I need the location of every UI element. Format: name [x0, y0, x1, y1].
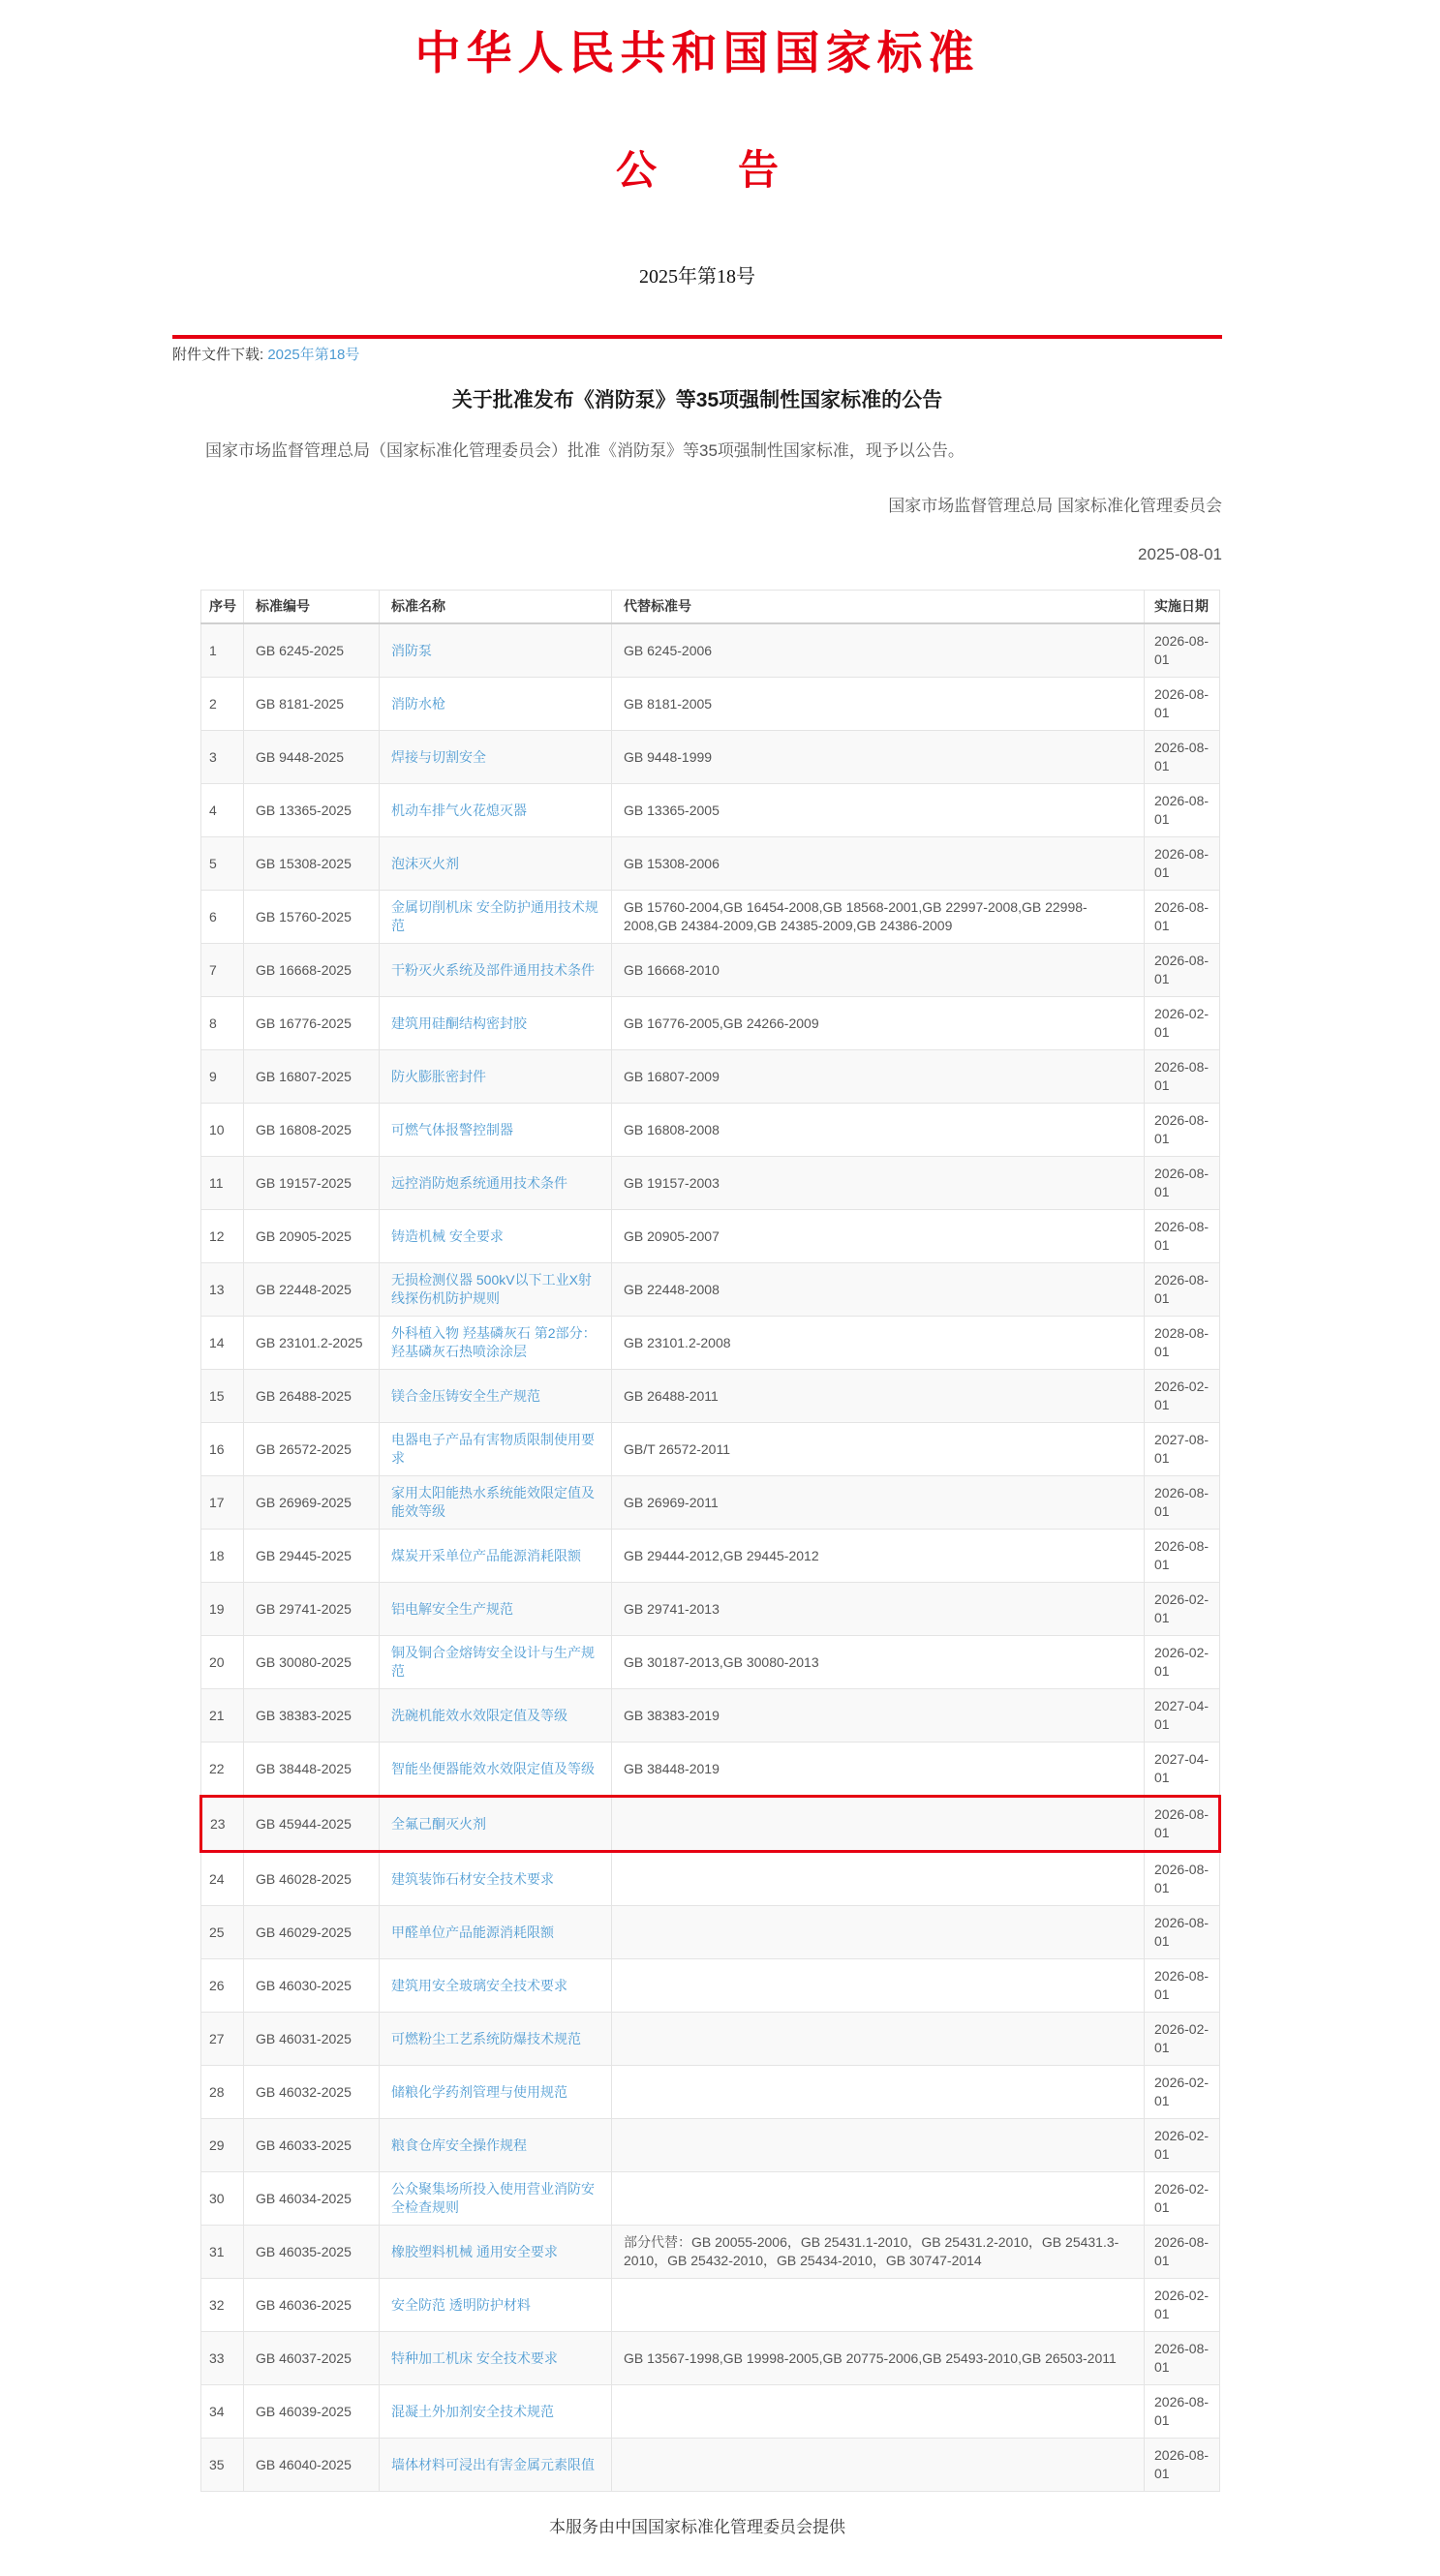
table-row	[201, 2172, 1220, 2226]
row-index-cell: 15	[201, 1370, 244, 1423]
row-index-cell: 12	[201, 1210, 244, 1263]
standard-name-link[interactable]: 煤炭开采单位产品能源消耗限额	[391, 1547, 581, 1563]
standard-name-link[interactable]: 机动车排气火花熄灭器	[391, 802, 527, 818]
standard-code-cell: GB 19157-2025	[244, 1157, 380, 1210]
col-header-effective-date: 实施日期	[1145, 591, 1220, 624]
standard-name-link[interactable]: 可燃粉尘工艺系统防爆技术规范	[391, 2030, 581, 2046]
standard-name-link[interactable]: 电器电子产品有害物质限制使用要求	[391, 1432, 595, 1466]
table-row	[201, 891, 1220, 944]
replaced-standards-cell	[612, 1852, 1145, 1906]
standard-name-cell	[380, 2013, 612, 2066]
table-row	[201, 678, 1220, 731]
replaced-standards-cell: GB 13567-1998,GB 19998-2005,GB 20775-2006,GB 25493-2010,GB 26503-2011	[612, 2332, 1145, 2385]
table-row	[201, 1317, 1220, 1370]
page-title: 中华人民共和国国家标准	[414, 29, 980, 79]
effective-date-cell: 2026-08-01	[1145, 2226, 1220, 2279]
standard-code-cell: GB 38448-2025	[244, 1743, 380, 1797]
row-index-cell: 21	[201, 1689, 244, 1743]
standard-name-cell	[380, 1050, 612, 1104]
replaced-standards-cell: GB 16807-2009	[612, 1050, 1145, 1104]
standard-name-link[interactable]: 甲醛单位产品能源消耗限额	[391, 1924, 554, 1940]
standard-name-link[interactable]: 焊接与切割安全	[391, 748, 486, 765]
standard-name-link[interactable]: 家用太阳能热水系统能效限定值及能效等级	[391, 1485, 595, 1519]
standard-code-cell: GB 46033-2025	[244, 2119, 380, 2172]
table-row	[201, 2013, 1220, 2066]
standard-name-cell	[380, 1157, 612, 1210]
standard-name-link[interactable]: 全氟己酮灭火剂	[391, 1815, 486, 1832]
effective-date-cell: 2027-04-01	[1145, 1689, 1220, 1743]
table-row	[201, 1423, 1220, 1476]
effective-date-cell: 2026-02-01	[1145, 2119, 1220, 2172]
attachment-link[interactable]: 2025年第18号	[267, 347, 360, 363]
table-row	[201, 1689, 1220, 1743]
effective-date-cell: 2026-08-01	[1145, 1263, 1220, 1317]
standard-name-cell	[380, 678, 612, 731]
table-row	[201, 2385, 1220, 2439]
row-index-cell: 28	[201, 2066, 244, 2119]
standard-name-cell	[380, 2119, 612, 2172]
table-row-highlighted	[201, 1797, 1220, 1852]
standard-name-cell	[380, 2279, 612, 2332]
red-divider	[172, 335, 1222, 339]
standard-name-link[interactable]: 橡胶塑料机械 通用安全要求	[391, 2243, 558, 2259]
standard-code-cell: GB 22448-2025	[244, 1263, 380, 1317]
standard-code-cell: GB 46028-2025	[244, 1852, 380, 1906]
row-index-cell: 9	[201, 1050, 244, 1104]
row-index-cell: 6	[201, 891, 244, 944]
row-index-cell: 35	[201, 2439, 244, 2492]
standard-code-cell: GB 29741-2025	[244, 1583, 380, 1636]
row-index-cell: 27	[201, 2013, 244, 2066]
standard-code-cell: GB 46031-2025	[244, 2013, 380, 2066]
row-index-cell: 29	[201, 2119, 244, 2172]
effective-date-cell: 2026-08-01	[1145, 837, 1220, 891]
standard-name-cell	[380, 2439, 612, 2492]
table-row	[201, 2119, 1220, 2172]
replaced-standards-cell	[612, 2119, 1145, 2172]
standard-name-link[interactable]: 防火膨胀密封件	[391, 1068, 486, 1084]
page-container	[172, 17, 1222, 2576]
attachment-label: 附件文件下载:	[172, 347, 264, 363]
standard-code-cell: GB 6245-2025	[244, 623, 380, 678]
standard-code-cell: GB 16776-2025	[244, 997, 380, 1050]
replaced-standards-cell: GB/T 26572-2011	[612, 1423, 1145, 1476]
standard-name-link[interactable]: 远控消防炮系统通用技术条件	[391, 1174, 567, 1191]
col-header-standard-name: 标准名称	[380, 591, 612, 624]
standard-name-link[interactable]: 建筑用安全玻璃安全技术要求	[391, 1977, 567, 1993]
table-row	[201, 1210, 1220, 1263]
standard-name-cell	[380, 1689, 612, 1743]
row-index-cell: 22	[201, 1743, 244, 1797]
standard-code-cell: GB 20905-2025	[244, 1210, 380, 1263]
col-header-standard-code: 标准编号	[244, 591, 380, 624]
standard-code-cell: GB 13365-2025	[244, 784, 380, 837]
standard-name-cell	[380, 2172, 612, 2226]
effective-date-cell: 2026-08-01	[1145, 1797, 1220, 1852]
row-index-cell: 33	[201, 2332, 244, 2385]
effective-date-cell: 2026-08-01	[1145, 1157, 1220, 1210]
effective-date-cell: 2026-08-01	[1145, 944, 1220, 997]
standard-code-cell: GB 45944-2025	[244, 1797, 380, 1852]
standard-name-link[interactable]: 洗碗机能效水效限定值及等级	[391, 1707, 567, 1723]
row-index-cell: 5	[201, 837, 244, 891]
table-row	[201, 1157, 1220, 1210]
replaced-standards-cell	[612, 2066, 1145, 2119]
standard-name-cell	[380, 2066, 612, 2119]
replaced-standards-cell: GB 23101.2-2008	[612, 1317, 1145, 1370]
standard-name-cell	[380, 1423, 612, 1476]
replaced-standards-cell	[612, 1906, 1145, 1959]
effective-date-cell: 2027-04-01	[1145, 1743, 1220, 1797]
standard-code-cell: GB 9448-2025	[244, 731, 380, 784]
table-row	[201, 1906, 1220, 1959]
effective-date-cell: 2026-02-01	[1145, 997, 1220, 1050]
row-index-cell: 7	[201, 944, 244, 997]
standard-name-link[interactable]: 可燃气体报警控制器	[391, 1121, 513, 1137]
table-row	[201, 1852, 1220, 1906]
effective-date-cell: 2026-08-01	[1145, 891, 1220, 944]
standard-name-cell	[380, 1906, 612, 1959]
standard-name-link[interactable]: 混凝土外加剂安全技术规范	[391, 2403, 554, 2419]
replaced-standards-cell: GB 19157-2003	[612, 1157, 1145, 1210]
standard-code-cell: GB 46037-2025	[244, 2332, 380, 2385]
effective-date-cell: 2026-02-01	[1145, 1370, 1220, 1423]
table-header-row	[201, 591, 1220, 624]
standard-code-cell: GB 15760-2025	[244, 891, 380, 944]
standard-name-link[interactable]: 特种加工机床 安全技术要求	[391, 2349, 558, 2366]
replaced-standards-cell: GB 15760-2004,GB 16454-2008,GB 18568-2001,GB 22997-2008,GB 22998-2008,GB 24384-2009,GB 24385-2009,GB 24386-2009	[612, 891, 1145, 944]
row-index-cell: 16	[201, 1423, 244, 1476]
standard-name-cell	[380, 731, 612, 784]
table-row	[201, 1530, 1220, 1583]
table-row	[201, 731, 1220, 784]
row-index-cell: 26	[201, 1959, 244, 2013]
standard-name-cell	[380, 1852, 612, 1906]
effective-date-cell: 2026-08-01	[1145, 1959, 1220, 2013]
standard-name-link[interactable]: 无损检测仪器 500kV以下工业X射线探伤机防护规则	[391, 1272, 592, 1306]
effective-date-cell: 2028-08-01	[1145, 1317, 1220, 1370]
standard-code-cell: GB 16668-2025	[244, 944, 380, 997]
replaced-standards-cell: GB 29741-2013	[612, 1583, 1145, 1636]
row-index-cell: 18	[201, 1530, 244, 1583]
standard-name-link[interactable]: 建筑装饰石材安全技术要求	[391, 1870, 554, 1887]
standard-name-cell	[380, 1743, 612, 1797]
standard-name-cell	[380, 1317, 612, 1370]
standards-table	[199, 590, 1221, 2492]
replaced-standards-cell: GB 26488-2011	[612, 1370, 1145, 1423]
row-index-cell: 11	[201, 1157, 244, 1210]
announcement-heading: 关于批准发布《消防泵》等35项强制性国家标准的公告	[451, 389, 943, 411]
effective-date-cell: 2026-08-01	[1145, 1530, 1220, 1583]
standard-name-cell	[380, 623, 612, 678]
replaced-standards-cell	[612, 2279, 1145, 2332]
row-index-cell: 14	[201, 1317, 244, 1370]
standard-name-cell	[380, 1797, 612, 1852]
row-index-cell: 34	[201, 2385, 244, 2439]
table-row	[201, 1476, 1220, 1530]
effective-date-cell: 2026-08-01	[1145, 731, 1220, 784]
standard-code-cell: GB 26572-2025	[244, 1423, 380, 1476]
standard-code-cell: GB 46039-2025	[244, 2385, 380, 2439]
effective-date-cell: 2026-02-01	[1145, 2066, 1220, 2119]
standard-name-cell	[380, 2332, 612, 2385]
standard-name-cell	[380, 997, 612, 1050]
replaced-standards-cell: GB 16808-2008	[612, 1104, 1145, 1157]
table-row	[201, 837, 1220, 891]
replaced-standards-cell	[612, 1959, 1145, 2013]
standard-code-cell: GB 46040-2025	[244, 2439, 380, 2492]
table-row	[201, 1959, 1220, 2013]
replaced-standards-cell: GB 30187-2013,GB 30080-2013	[612, 1636, 1145, 1689]
row-index-cell: 20	[201, 1636, 244, 1689]
table-row	[201, 944, 1220, 997]
effective-date-cell: 2027-08-01	[1145, 1423, 1220, 1476]
table-row	[201, 1370, 1220, 1423]
standard-name-cell	[380, 837, 612, 891]
table-row	[201, 2226, 1220, 2279]
table-row	[201, 623, 1220, 678]
table-row	[201, 1263, 1220, 1317]
standard-name-cell	[380, 2385, 612, 2439]
standard-name-cell	[380, 1583, 612, 1636]
standard-code-cell: GB 30080-2025	[244, 1636, 380, 1689]
effective-date-cell: 2026-02-01	[1145, 2172, 1220, 2226]
standard-name-cell	[380, 944, 612, 997]
replaced-standards-cell: 部分代替：GB 20055-2006，GB 25431.1-2010，GB 25431.2-2010，GB 25431.3-2010，GB 25432-2010，GB 25434-2010，GB 30747-2014	[612, 2226, 1145, 2279]
standard-name-link[interactable]: 干粉灭火系统及部件通用技术条件	[391, 961, 595, 978]
effective-date-cell: 2026-08-01	[1145, 1210, 1220, 1263]
table-row	[201, 2279, 1220, 2332]
table-row	[201, 2066, 1220, 2119]
standard-name-cell	[380, 1636, 612, 1689]
standard-name-cell	[380, 1530, 612, 1583]
standard-name-link[interactable]: 金属切削机床 安全防护通用技术规范	[391, 899, 598, 933]
replaced-standards-cell: GB 13365-2005	[612, 784, 1145, 837]
replaced-standards-cell: GB 20905-2007	[612, 1210, 1145, 1263]
effective-date-cell: 2026-08-01	[1145, 1104, 1220, 1157]
effective-date-cell: 2026-02-01	[1145, 2279, 1220, 2332]
replaced-standards-cell	[612, 1797, 1145, 1852]
standard-code-cell: GB 16807-2025	[244, 1050, 380, 1104]
effective-date-cell: 2026-08-01	[1145, 1852, 1220, 1906]
col-header-index: 序号	[201, 591, 244, 624]
effective-date-cell: 2026-02-01	[1145, 2013, 1220, 2066]
standard-name-link[interactable]: 粮食仓库安全操作规程	[391, 2137, 527, 2153]
standard-name-cell	[380, 1104, 612, 1157]
replaced-standards-cell	[612, 2172, 1145, 2226]
standard-name-link[interactable]: 建筑用硅酮结构密封胶	[391, 1015, 527, 1031]
replaced-standards-cell: GB 26969-2011	[612, 1476, 1145, 1530]
standard-name-cell	[380, 1370, 612, 1423]
replaced-standards-cell	[612, 2385, 1145, 2439]
row-index-cell: 1	[201, 623, 244, 678]
effective-date-cell: 2026-08-01	[1145, 678, 1220, 731]
footer-text: 本服务由中国国家标准化管理委员会提供	[549, 2518, 845, 2536]
standard-name-link[interactable]: 外科植入物 羟基磷灰石 第2部分：羟基磷灰石热喷涂涂层	[391, 1325, 597, 1359]
standard-name-cell	[380, 1263, 612, 1317]
standard-name-cell	[380, 1959, 612, 2013]
replaced-standards-cell: GB 16668-2010	[612, 944, 1145, 997]
standard-name-cell	[380, 1476, 612, 1530]
standard-code-cell: GB 46029-2025	[244, 1906, 380, 1959]
replaced-standards-cell	[612, 2013, 1145, 2066]
row-index-cell: 30	[201, 2172, 244, 2226]
standard-name-link[interactable]: 墙体材料可浸出有害金属元素限值	[391, 2456, 595, 2472]
replaced-standards-cell: GB 9448-1999	[612, 731, 1145, 784]
standard-name-link[interactable]: 镁合金压铸安全生产规范	[391, 1387, 540, 1404]
standard-name-cell	[380, 784, 612, 837]
table-row	[201, 2439, 1220, 2492]
standard-name-link[interactable]: 铝电解安全生产规范	[391, 1600, 513, 1617]
announcement-subtitle: 公 告	[615, 149, 779, 194]
row-index-cell: 25	[201, 1906, 244, 1959]
signatory: 国家市场监督管理总局 国家标准化管理委员会	[888, 497, 1222, 515]
standard-name-link[interactable]: 智能坐便器能效水效限定值及等级	[391, 1760, 595, 1776]
standard-code-cell: GB 26488-2025	[244, 1370, 380, 1423]
standard-name-link[interactable]: 消防水枪	[391, 695, 445, 712]
effective-date-cell: 2026-02-01	[1145, 1636, 1220, 1689]
replaced-standards-cell: GB 15308-2006	[612, 837, 1145, 891]
standard-code-cell: GB 29445-2025	[244, 1530, 380, 1583]
standard-name-link[interactable]: 公众聚集场所投入使用营业消防安全检查规则	[391, 2181, 595, 2215]
standard-code-cell: GB 15308-2025	[244, 837, 380, 891]
row-index-cell: 8	[201, 997, 244, 1050]
row-index-cell: 4	[201, 784, 244, 837]
row-index-cell: 2	[201, 678, 244, 731]
replaced-standards-cell: GB 8181-2005	[612, 678, 1145, 731]
standard-name-link[interactable]: 消防泵	[391, 642, 432, 658]
standard-name-link[interactable]: 泡沫灭火剂	[391, 855, 459, 871]
table-row	[201, 997, 1220, 1050]
effective-date-cell: 2026-08-01	[1145, 1906, 1220, 1959]
table-row	[201, 1743, 1220, 1797]
publish-date: 2025-08-01	[1138, 545, 1222, 563]
standard-name-link[interactable]: 铸造机械 安全要求	[391, 1227, 504, 1244]
standard-name-cell	[380, 1210, 612, 1263]
replaced-standards-cell: GB 22448-2008	[612, 1263, 1145, 1317]
row-index-cell: 19	[201, 1583, 244, 1636]
table-row	[201, 1636, 1220, 1689]
replaced-standards-cell: GB 38383-2019	[612, 1689, 1145, 1743]
table-row	[201, 2332, 1220, 2385]
standard-code-cell: GB 26969-2025	[244, 1476, 380, 1530]
standard-name-link[interactable]: 安全防范 透明防护材料	[391, 2296, 531, 2313]
row-index-cell: 23	[201, 1797, 244, 1852]
table-row	[201, 1050, 1220, 1104]
row-index-cell: 13	[201, 1263, 244, 1317]
issue-number: 2025年第18号	[639, 266, 755, 288]
effective-date-cell: 2026-08-01	[1145, 2332, 1220, 2385]
standard-code-cell: GB 46036-2025	[244, 2279, 380, 2332]
effective-date-cell: 2026-02-01	[1145, 1583, 1220, 1636]
standard-name-link[interactable]: 铜及铜合金熔铸安全设计与生产规范	[391, 1645, 595, 1679]
standard-code-cell: GB 38383-2025	[244, 1689, 380, 1743]
effective-date-cell: 2026-08-01	[1145, 1476, 1220, 1530]
standard-code-cell: GB 46035-2025	[244, 2226, 380, 2279]
replaced-standards-cell: GB 16776-2005,GB 24266-2009	[612, 997, 1145, 1050]
standard-code-cell: GB 8181-2025	[244, 678, 380, 731]
replaced-standards-cell: GB 6245-2006	[612, 623, 1145, 678]
row-index-cell: 24	[201, 1852, 244, 1906]
standard-name-cell	[380, 891, 612, 944]
row-index-cell: 10	[201, 1104, 244, 1157]
replaced-standards-cell: GB 29444-2012,GB 29445-2012	[612, 1530, 1145, 1583]
standard-name-link[interactable]: 储粮化学药剂管理与使用规范	[391, 2083, 567, 2100]
attachment-download-row	[172, 345, 1222, 366]
standard-name-cell	[380, 2226, 612, 2279]
row-index-cell: 31	[201, 2226, 244, 2279]
col-header-replaces: 代替标准号	[612, 591, 1145, 624]
table-row	[201, 784, 1220, 837]
effective-date-cell: 2026-08-01	[1145, 623, 1220, 678]
effective-date-cell: 2026-08-01	[1145, 2385, 1220, 2439]
row-index-cell: 3	[201, 731, 244, 784]
replaced-standards-cell: GB 38448-2019	[612, 1743, 1145, 1797]
standard-code-cell: GB 46030-2025	[244, 1959, 380, 2013]
announcement-body: 国家市场监督管理总局（国家标准化管理委员会）批准《消防泵》等35项强制性国家标准，现予以公告。	[205, 441, 965, 460]
standard-code-cell: GB 23101.2-2025	[244, 1317, 380, 1370]
row-index-cell: 17	[201, 1476, 244, 1530]
effective-date-cell: 2026-08-01	[1145, 1050, 1220, 1104]
standard-code-cell: GB 46032-2025	[244, 2066, 380, 2119]
table-row	[201, 1104, 1220, 1157]
row-index-cell: 32	[201, 2279, 244, 2332]
standard-code-cell: GB 16808-2025	[244, 1104, 380, 1157]
effective-date-cell: 2026-08-01	[1145, 784, 1220, 837]
replaced-standards-cell	[612, 2439, 1145, 2492]
effective-date-cell: 2026-08-01	[1145, 2439, 1220, 2492]
standard-code-cell: GB 46034-2025	[244, 2172, 380, 2226]
table-row	[201, 1583, 1220, 1636]
